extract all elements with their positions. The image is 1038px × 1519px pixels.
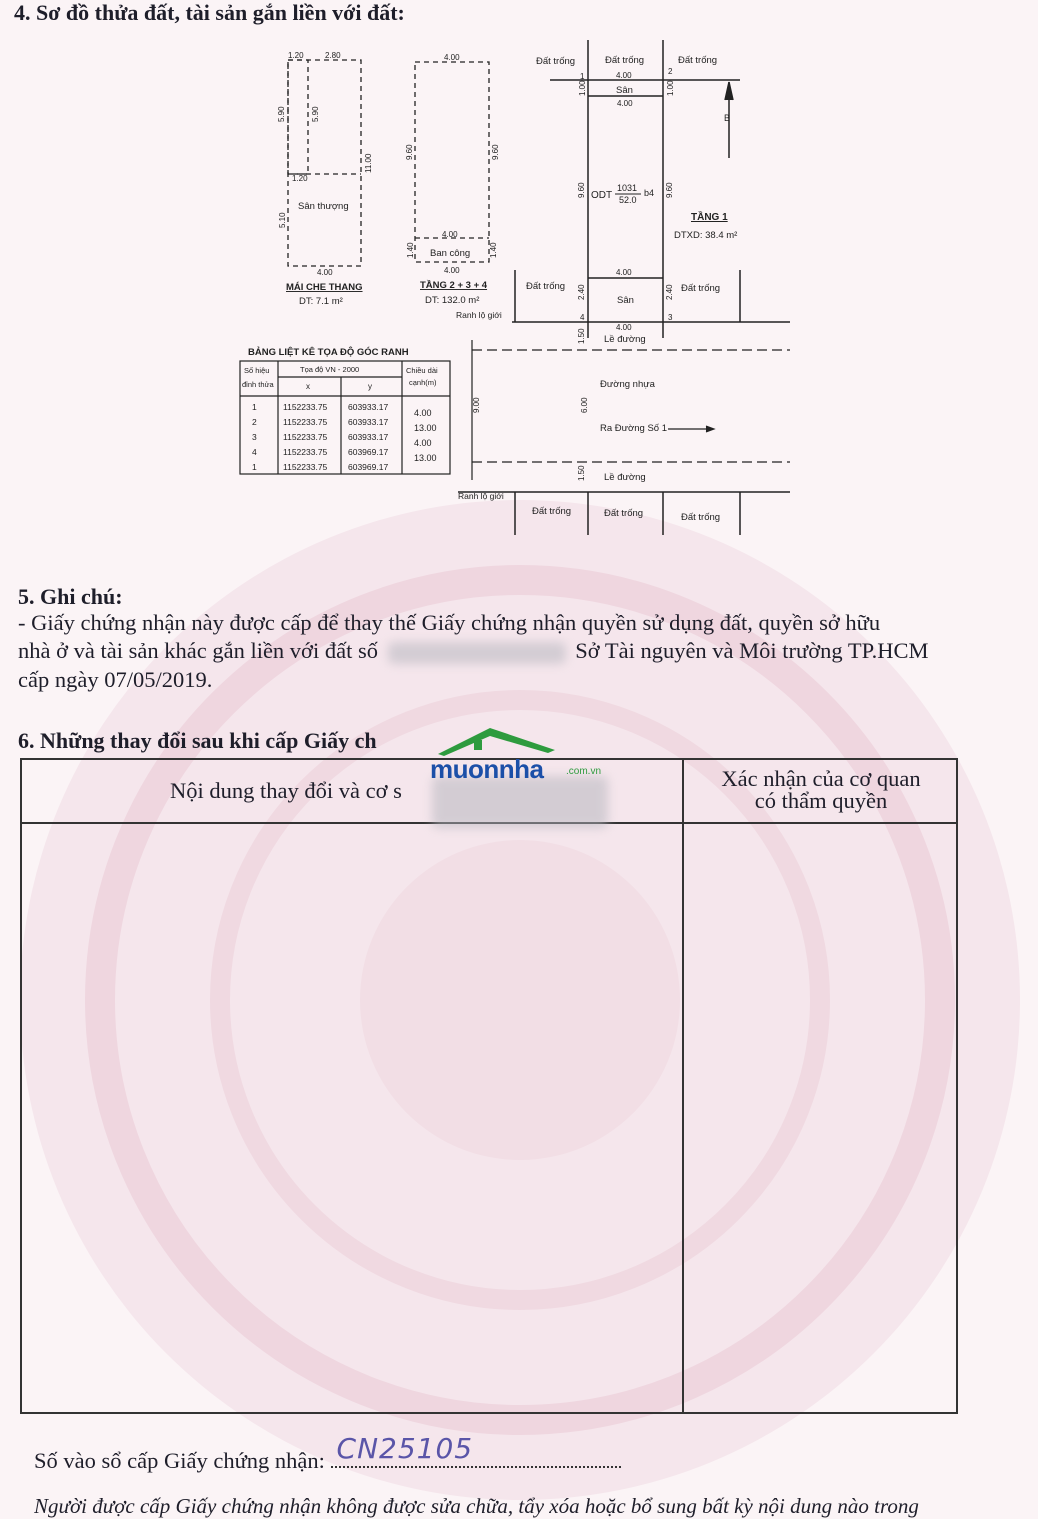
road-label: Đường nhựa xyxy=(600,379,655,390)
note-line-2b: Sở Tài nguyên và Môi trường TP.HCM xyxy=(575,638,929,663)
section4-heading: 4. Sơ đồ thửa đất, tài sản gắn liền với đất: xyxy=(14,0,405,25)
boundary-label: Ranh lộ giới xyxy=(456,310,502,320)
coords-cell: 4 xyxy=(252,447,257,457)
land-label: Đất trống xyxy=(678,55,718,66)
table-col2-line1: Xác nhận của cơ quan xyxy=(721,766,921,791)
dim-label: 4.00 xyxy=(616,71,632,80)
land-label: Đất trống xyxy=(536,56,576,67)
coords-length: 4.00 xyxy=(414,438,432,448)
floor-area: DT: 7.1 m² xyxy=(299,296,343,307)
coords-cell: 1152233.75 xyxy=(283,402,328,412)
room-label: Sân thượng xyxy=(298,201,349,212)
logo-brand: muonnha xyxy=(430,754,544,784)
coords-rows xyxy=(252,402,437,472)
room-label: Sân xyxy=(617,295,634,306)
floor-area: DT: 132.0 m² xyxy=(425,295,480,306)
coords-cell: 1152233.75 xyxy=(283,462,328,472)
registry-number-handwritten: CN25105 xyxy=(336,1432,474,1465)
sidewalk-label: Lề đường xyxy=(604,334,646,345)
land-label: Đất trống xyxy=(526,281,566,292)
coords-header: y xyxy=(368,382,372,391)
dim-label: 4.00 xyxy=(616,268,632,277)
land-plot-diagram xyxy=(230,38,800,543)
map-sheet: b4 xyxy=(644,188,655,198)
dim-label: 9.00 xyxy=(472,397,481,413)
land-label: Đất trống xyxy=(681,283,721,294)
coords-header: Tọa độ VN - 2000 xyxy=(300,365,360,374)
corner-label: 1 xyxy=(580,72,585,81)
coords-cell: 3 xyxy=(252,432,257,442)
road-drawing xyxy=(458,340,790,535)
coords-cell: 1 xyxy=(252,402,257,412)
dim-label: 5.90 xyxy=(311,106,320,122)
mai-che-thang-drawing xyxy=(288,60,361,266)
coords-header: đỉnh thửa xyxy=(242,380,274,389)
coords-cell: 1152233.75 xyxy=(283,417,328,427)
parcel-area: 52.0 xyxy=(619,195,637,205)
dim-label: 9.60 xyxy=(491,144,500,160)
floor-area: DTXD: 38.4 m² xyxy=(674,230,738,241)
dim-label: 4.00 xyxy=(444,266,460,275)
land-label: Đất trống xyxy=(604,508,644,519)
land-label: Đất trống xyxy=(605,55,645,66)
section6-heading: 6. Những thay đổi sau khi cấp Giấy ch xyxy=(18,728,377,753)
dim-label: 5.90 xyxy=(277,106,286,122)
parcel-number: 1031 xyxy=(617,183,638,193)
coords-cell: 2 xyxy=(252,417,257,427)
dim-label: 2.80 xyxy=(325,51,341,60)
dim-label: 2.40 xyxy=(577,284,586,300)
dim-label: 9.60 xyxy=(665,182,674,198)
floor-title: TẦNG 1 xyxy=(691,212,728,223)
coords-cell: 1152233.75 xyxy=(283,447,328,457)
floor-title: MÁI CHE THANG xyxy=(286,282,363,293)
table-col2-line2: có thẩm quyền xyxy=(754,788,888,813)
corner-label: 2 xyxy=(668,67,673,76)
room-label: Ban công xyxy=(430,248,471,259)
corner-label: 4 xyxy=(580,313,585,322)
registry-label: Số vào sổ cấp Giấy chứng nhận: xyxy=(34,1448,325,1473)
sidewalk-label: Lề đường xyxy=(604,472,646,483)
redacted-certificate-number xyxy=(388,642,566,664)
land-label: Đất trống xyxy=(532,506,572,517)
dim-label: 1.20 xyxy=(288,51,304,60)
dim-label: 1.00 xyxy=(578,80,587,96)
north-label: B xyxy=(724,113,731,123)
note-line-2a: nhà ở và tài sản khác gắn liền với đất số xyxy=(18,638,378,663)
dim-label: 1.40 xyxy=(406,242,415,258)
changes-table xyxy=(20,758,958,1414)
coords-length: 4.00 xyxy=(414,408,432,418)
coords-header: Số hiệu xyxy=(244,366,270,375)
coords-cell: 603933.17 xyxy=(348,402,389,412)
floor-title: TẦNG 2 + 3 + 4 xyxy=(420,280,488,291)
coords-cell: 603933.17 xyxy=(348,432,389,442)
dim-label: 2.40 xyxy=(665,284,674,300)
coords-header: Chiều dài xyxy=(406,366,438,375)
dim-label: 4.00 xyxy=(317,268,333,277)
coords-table-title: BẢNG LIỆT KÊ TỌA ĐỘ GÓC RANH xyxy=(248,347,409,358)
note-line-1: - Giấy chứng nhận này được cấp để thay thế Giấy chứng nhận quyền sử dụng đất, quyền sở hữu xyxy=(18,610,881,635)
dim-label: 1.40 xyxy=(489,242,498,258)
dim-label: 1.50 xyxy=(577,465,586,481)
footer-cut-line: Người được cấp Giấy chứng nhận không được sửa chữa, tẩy xóa hoặc bổ sung bất kỳ nội dung nào trong xyxy=(34,1494,919,1518)
corner-label: 3 xyxy=(668,313,673,322)
road-direction: Ra Đường Số 1 xyxy=(600,423,667,434)
dim-label: 9.60 xyxy=(577,182,586,198)
dim-label: 4.00 xyxy=(442,230,458,239)
dim-label: 4.00 xyxy=(616,323,632,332)
coords-cell: 603933.17 xyxy=(348,417,389,427)
registry-value-field xyxy=(331,1432,621,1468)
dim-label: 1.20 xyxy=(292,174,308,183)
dim-label: 1.50 xyxy=(577,328,586,344)
dim-label: 5.10 xyxy=(278,212,287,228)
land-label: Đất trống xyxy=(681,512,721,523)
dim-label: 4.00 xyxy=(617,99,633,108)
note-line-2 xyxy=(18,636,929,665)
dim-label: 1.00 xyxy=(666,80,675,96)
coords-header: cạnh(m) xyxy=(409,378,437,387)
logo-suffix: .com.vn xyxy=(566,766,602,777)
note-line-3: cấp ngày 07/05/2019. xyxy=(18,667,213,692)
coords-header: x xyxy=(306,382,310,391)
coords-length: 13.00 xyxy=(414,453,437,463)
coords-cell: 1152233.75 xyxy=(283,432,328,442)
coords-cell: 1 xyxy=(252,462,257,472)
dim-label: 6.00 xyxy=(580,397,589,413)
table-col2-header xyxy=(684,768,958,812)
boundary-label: Ranh lộ giới xyxy=(458,491,504,501)
dim-label: 9.60 xyxy=(405,144,414,160)
coords-cell: 603969.17 xyxy=(348,447,389,457)
registry-line xyxy=(34,1432,621,1474)
dim-label: 11.00 xyxy=(364,153,373,173)
coords-length: 13.00 xyxy=(414,423,437,433)
land-type: ODT xyxy=(591,190,613,201)
dim-label: 4.00 xyxy=(444,53,460,62)
muonnha-logo xyxy=(430,726,610,786)
coords-cell: 603969.17 xyxy=(348,462,389,472)
section5-heading: 5. Ghi chú: xyxy=(18,584,123,609)
room-label: Sân xyxy=(616,85,633,96)
table-col1-header: Nội dung thay đổi và cơ s xyxy=(170,778,402,803)
